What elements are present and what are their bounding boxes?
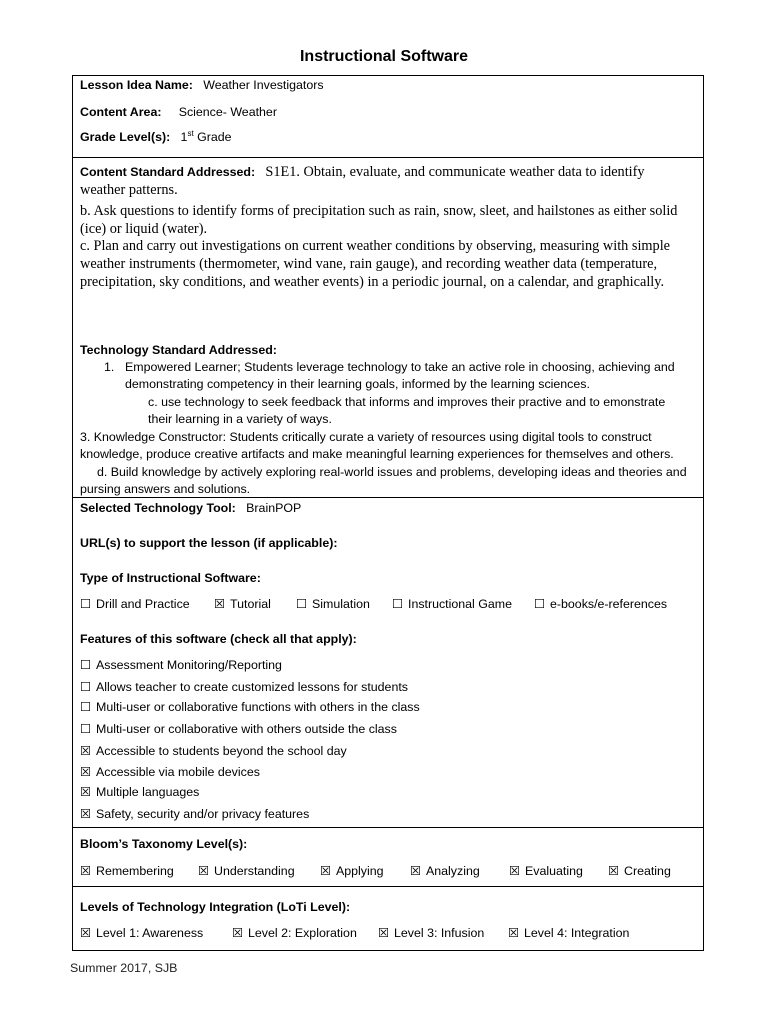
grade-word: Grade	[197, 130, 232, 144]
feature-item[interactable]	[80, 807, 309, 822]
selected-tool-row	[80, 501, 301, 516]
blooms-option[interactable]	[80, 864, 174, 879]
blooms-option[interactable]	[608, 864, 671, 879]
content-area-label: Content Area:	[80, 105, 162, 119]
grade-level-row	[80, 130, 232, 145]
tech-standard-label: Technology Standard Addressed:	[80, 343, 277, 357]
type-option-label: Simulation	[312, 597, 370, 611]
feature-item[interactable]	[80, 765, 260, 780]
footer-text: Summer 2017, SJB	[70, 961, 178, 975]
checkbox-icon[interactable]: ☒	[80, 864, 92, 878]
loti-option-label: Level 1: Awareness	[96, 926, 204, 940]
checkbox-icon[interactable]: ☒	[378, 926, 390, 940]
loti-label: Levels of Technology Integration (LoTi Level):	[80, 900, 351, 914]
tech-standard-3-line1: 3. Knowledge Constructor: Students critically curate a variety of resources using digital tools to construct	[80, 430, 652, 444]
checkbox-icon[interactable]: ☐	[296, 597, 308, 611]
checkbox-icon[interactable]: ☐	[534, 597, 546, 611]
checkbox-icon[interactable]: ☒	[232, 926, 244, 940]
type-option-ebooks[interactable]	[534, 597, 667, 612]
type-option-label: e-books/e-references	[550, 597, 668, 611]
checkbox-icon[interactable]: ☐	[80, 597, 92, 611]
loti-section	[72, 886, 704, 951]
tech-standard-3-line2: knowledge, produce creative artifacts and make meaningful learning experiences for themselves and others.	[80, 447, 674, 461]
feature-label: Multi-user or collaborative with others outside the class	[96, 722, 397, 736]
blooms-option-label: Analyzing	[426, 864, 480, 878]
grade-level-label: Grade Level(s):	[80, 130, 171, 144]
feature-item[interactable]	[80, 700, 420, 715]
loti-option[interactable]	[80, 926, 203, 941]
content-area-row	[80, 105, 277, 120]
checkbox-icon[interactable]: ☒	[320, 864, 332, 878]
lesson-idea-label: Lesson Idea Name:	[80, 78, 193, 92]
checkbox-icon[interactable]: ☒	[80, 765, 92, 779]
standards-section	[72, 157, 704, 498]
checkbox-icon[interactable]: ☒	[410, 864, 422, 878]
feature-label: Multiple languages	[96, 785, 200, 799]
checkbox-icon[interactable]: ☒	[509, 864, 521, 878]
feature-label: Accessible via mobile devices	[96, 765, 260, 779]
selected-tool-label: Selected Technology Tool:	[80, 501, 236, 515]
checkbox-icon[interactable]: ☒	[608, 864, 620, 878]
checkbox-icon[interactable]: ☒	[214, 597, 226, 611]
page-title: Instructional Software	[299, 48, 469, 65]
blooms-option[interactable]	[509, 864, 583, 879]
tech-standard-3d-line1: d. Build knowledge by actively exploring real-world issues and problems, developing ideas and theories and	[97, 465, 687, 479]
feature-label: Accessible to students beyond the school day	[96, 744, 347, 758]
content-standard-line2: weather patterns.	[80, 182, 178, 198]
blooms-option-label: Understanding	[214, 864, 295, 878]
feature-item[interactable]	[80, 722, 397, 737]
tech-standard-1c-line1: c. use technology to seek feedback that informs and improves their practive and to emonstrate	[148, 395, 666, 409]
feature-label: Multi-user or collaborative functions with others in the class	[96, 700, 420, 714]
feature-label: Assessment Monitoring/Reporting	[96, 658, 282, 672]
checkbox-icon[interactable]: ☐	[80, 680, 92, 694]
type-option-drill[interactable]	[80, 597, 190, 612]
lesson-idea-row	[80, 78, 324, 93]
blooms-option-label: Evaluating	[525, 864, 583, 878]
blooms-label: Bloom’s Taxonomy Level(s):	[80, 837, 248, 851]
checkbox-icon[interactable]: ☒	[508, 926, 520, 940]
lesson-info-section	[72, 75, 704, 158]
type-option-label: Tutorial	[230, 597, 271, 611]
technology-tool-section	[72, 497, 704, 828]
content-standard-row	[80, 165, 645, 180]
type-option-simulation[interactable]	[296, 597, 370, 612]
checkbox-icon[interactable]: ☐	[80, 700, 92, 714]
checkbox-icon[interactable]: ☒	[80, 744, 92, 758]
lesson-idea-value: Weather Investigators	[203, 78, 324, 92]
checkbox-icon[interactable]: ☐	[392, 597, 404, 611]
checkbox-icon[interactable]: ☐	[80, 722, 92, 736]
checkbox-icon[interactable]: ☒	[198, 864, 210, 878]
loti-option[interactable]	[508, 926, 629, 941]
checkbox-icon[interactable]: ☐	[80, 658, 92, 672]
type-option-game[interactable]	[392, 597, 512, 612]
feature-label: Safety, security and/or privacy features	[96, 807, 310, 821]
type-option-label: Instructional Game	[408, 597, 512, 611]
content-area-value: Science- Weather	[178, 105, 277, 119]
blooms-option[interactable]	[198, 864, 295, 879]
type-option-label: Drill and Practice	[96, 597, 190, 611]
content-standard-line1: S1E1. Obtain, evaluate, and communicate weather data to identify	[265, 164, 645, 180]
content-standard-c: c. Plan and carry out investigations on current weather conditions by observing, measuring with simple weather instruments (thermometer, wind vane, rain gauge), and recording weather data (temperature, precipitation, sky conditions, and weather events) in a periodic journal, on a calendar, and graphically.	[80, 238, 671, 290]
checkbox-icon[interactable]: ☒	[80, 926, 92, 940]
loti-option-label: Level 3: Infusion	[394, 926, 485, 940]
tech-standard-1-number: 1.	[104, 360, 115, 374]
grade-number: 1	[180, 130, 188, 144]
loti-option[interactable]	[232, 926, 357, 941]
blooms-option-label: Remembering	[96, 864, 174, 878]
blooms-option-label: Creating	[624, 864, 671, 878]
feature-item[interactable]	[80, 658, 282, 673]
loti-option-label: Level 2: Exploration	[248, 926, 357, 940]
blooms-section	[72, 827, 704, 887]
tech-standard-1-line2: demonstrating competency in their learning goals, informed by the learning sciences.	[125, 377, 590, 391]
feature-label: Allows teacher to create customized lessons for students	[96, 680, 408, 694]
checkbox-icon[interactable]: ☒	[80, 807, 92, 821]
grade-suffix: st	[187, 129, 194, 138]
blooms-option-label: Applying	[336, 864, 384, 878]
checkbox-icon[interactable]: ☒	[80, 785, 92, 799]
features-label: Features of this software (check all that apply):	[80, 632, 357, 646]
type-option-tutorial[interactable]	[214, 597, 271, 612]
loti-option-label: Level 4: Integration	[524, 926, 630, 940]
url-label: URL(s) to support the lesson (if applicable):	[80, 536, 338, 550]
feature-item[interactable]	[80, 680, 408, 695]
tech-standard-1c-line2: their learning in a variety of ways.	[148, 412, 332, 426]
tech-standard-3d-line2: pursing answers and solutions.	[80, 482, 251, 496]
software-type-label: Type of Instructional Software:	[80, 571, 261, 585]
feature-item[interactable]	[80, 785, 199, 800]
content-standard-label: Content Standard Addressed:	[80, 165, 256, 179]
content-standard-b: b. Ask questions to identify forms of precipitation such as rain, snow, sleet, and hailstones as either solid (ice) or liquid (water).	[80, 203, 678, 237]
tech-standard-1-line1: Empowered Learner; Students leverage technology to take an active role in choosing, achieving and	[125, 360, 675, 374]
blooms-option[interactable]	[410, 864, 480, 879]
selected-tool-value: BrainPOP	[246, 501, 302, 515]
loti-option[interactable]	[378, 926, 484, 941]
blooms-option[interactable]	[320, 864, 384, 879]
feature-item[interactable]	[80, 744, 347, 759]
